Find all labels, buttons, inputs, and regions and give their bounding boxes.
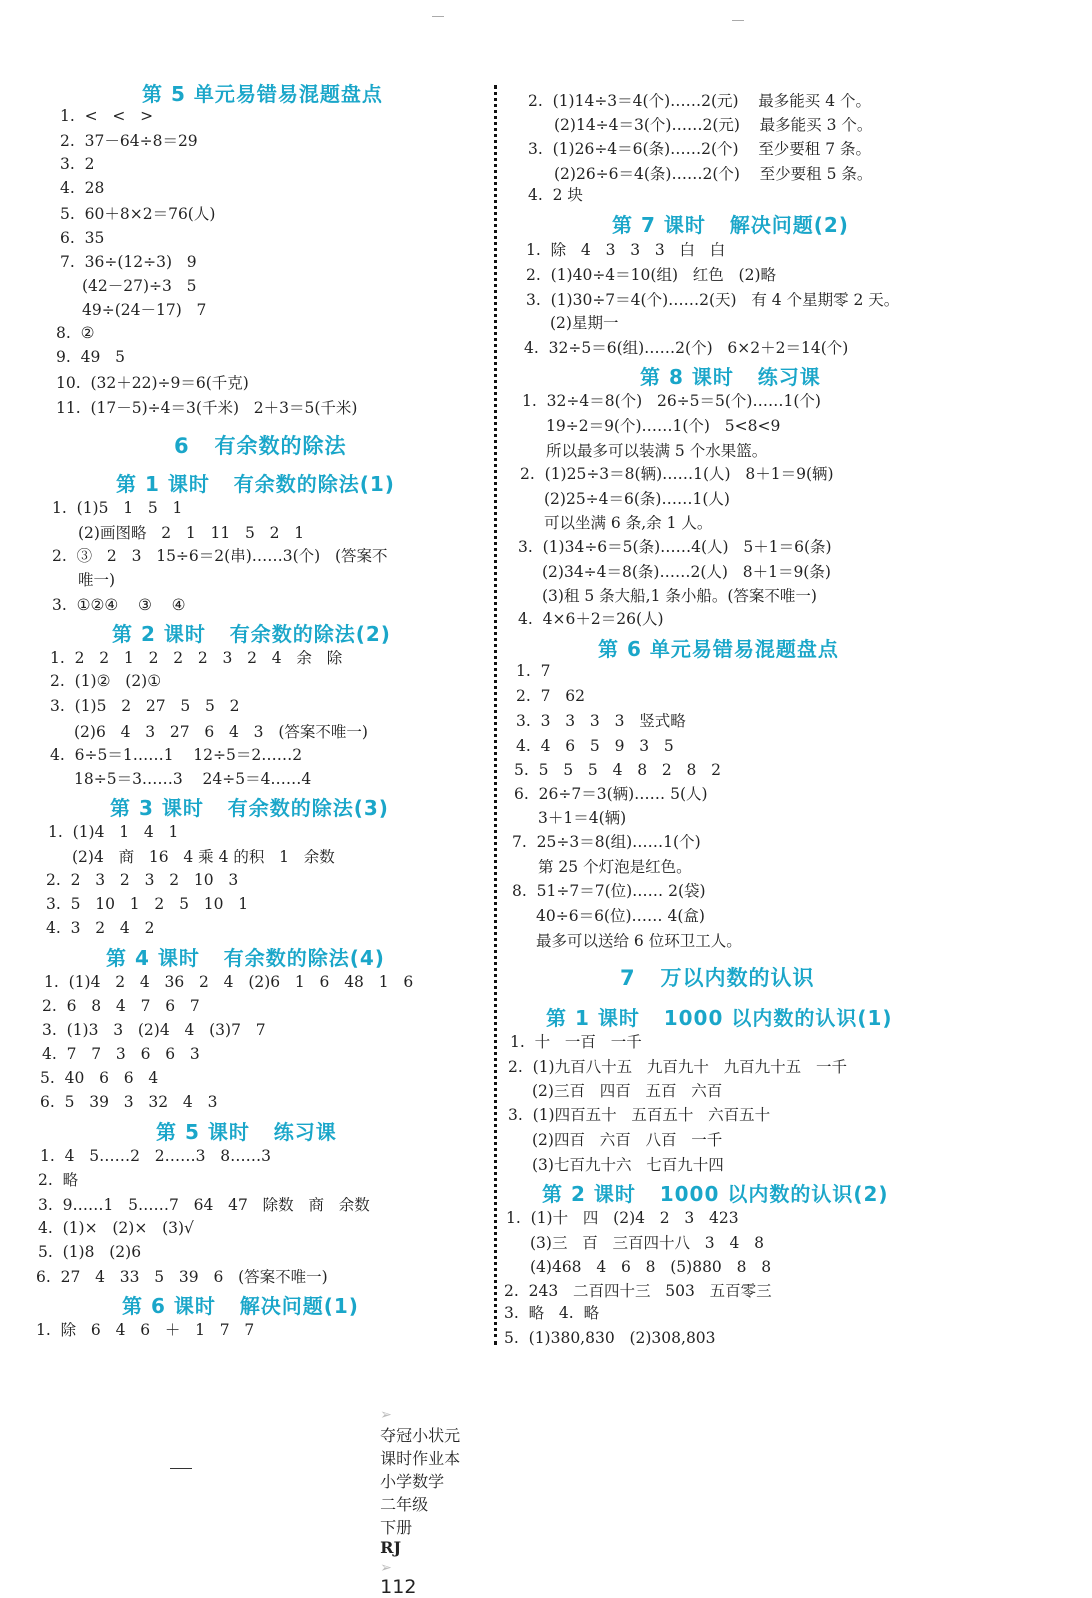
answer-line: 19÷2＝9(个)……1(个) 5<8<9: [546, 417, 781, 435]
answer-line: 3. (1)34÷6＝5(条)……4(人) 5＋1＝6(条): [518, 538, 832, 556]
answer-line: 3. 5 10 1 2 5 10 1: [46, 895, 249, 913]
answer-line: 3＋1＝4(辆): [538, 809, 627, 827]
answer-line: 3. 略 4. 略: [504, 1304, 600, 1322]
column-divider: [494, 85, 497, 1345]
answer-line: 1. 除 4 3 3 3 白 白: [526, 241, 726, 259]
answer-line: 6. 5 39 3 32 4 3: [40, 1093, 218, 1111]
answer-line: 1. 十 一百 一千: [510, 1033, 642, 1051]
answer-line: 3. (1)5 2 27 5 5 2: [50, 697, 240, 715]
answer-line: (2)34÷4＝8(条)……2(人) 8＋1＝9(条): [542, 563, 831, 581]
answer-line: 2. 7 62: [516, 687, 586, 705]
section-heading: 第 7 课时 解决问题(2): [612, 213, 849, 237]
answer-line: 2. 2 3 2 3 2 10 3: [46, 871, 239, 889]
answer-line: 4. 7 7 3 6 6 3: [42, 1045, 200, 1063]
answer-line: 唯一): [78, 571, 116, 589]
answer-line: 5. 40 6 6 4: [40, 1069, 159, 1087]
answer-line: 1. (1)4 2 4 36 2 4 (2)6 1 6 48 1 6: [44, 973, 414, 991]
answer-line: 3. ①②④ ③ ④: [52, 596, 186, 614]
section-heading: 第 5 课时 练习课: [156, 1120, 337, 1144]
answer-line: 4. (1)× (2)× (3)√: [38, 1219, 194, 1237]
section-heading: 第 6 单元易错易混题盘点: [598, 637, 839, 661]
answer-line: 5. 5 5 5 4 8 2 8 2: [514, 761, 722, 779]
answer-line: 2. (1)14÷3＝4(个)……2(元) 最多能买 4 个。: [528, 92, 872, 110]
answer-line: 9. 49 5: [56, 348, 126, 366]
answer-line: 1. 7: [516, 662, 551, 680]
section-heading: 第 2 课时 有余数的除法(2): [112, 622, 391, 646]
answer-line: 1. 2 2 1 2 2 2 3 2 4 余 除: [50, 649, 343, 667]
answer-line: 1. (1)4 1 4 1: [48, 823, 179, 841]
answer-line: 最多可以送给 6 位环卫工人。: [536, 932, 742, 950]
section-heading: 第 2 课时 1000 以内数的认识(2): [542, 1182, 889, 1206]
answer-line: 3. 9……1 5……7 64 47 除数 商 余数: [38, 1196, 370, 1214]
footer-arrow-icon: ➢: [380, 1407, 392, 1423]
answer-line: (2)三百 四百 五百 六百: [532, 1082, 723, 1100]
answer-line: 3. (1)30÷7＝4(个)……2(天) 有 4 个星期零 2 天。: [526, 291, 900, 309]
answer-line: 2. 37－64÷8＝29: [60, 132, 198, 150]
answer-line: (42－27)÷3 5: [82, 277, 197, 295]
top-mark: [432, 16, 444, 17]
top-mark: [732, 20, 744, 21]
answer-line: 2. 243 二百四十三 503 五百零三: [504, 1282, 772, 1300]
answer-line: 4. 2 块: [528, 186, 583, 204]
answer-line: 3. (1)3 3 (2)4 4 (3)7 7: [42, 1021, 266, 1039]
section-heading: 第 8 课时 练习课: [640, 365, 821, 389]
answer-line: 2. (1)② (2)①: [50, 672, 162, 690]
answer-line: 3. 2: [60, 155, 95, 173]
footer-arrow-icon: ➢: [380, 1560, 392, 1576]
answer-line: 2. (1)25÷3＝8(辆)……1(人) 8＋1＝9(辆): [520, 465, 834, 483]
answer-line: 所以最多可以装满 5 个水果篮。: [546, 442, 768, 460]
answer-line: 5. (1)8 (2)6: [38, 1243, 142, 1261]
answer-line: 49÷(24－17) 7: [82, 301, 207, 319]
answer-line: 11. (17－5)÷4＝3(千米) 2＋3＝5(千米): [56, 399, 358, 417]
answer-line: 1. (1)5 1 5 1: [52, 499, 183, 517]
answer-line: 1. 除 6 4 6 ＋ 1 7 7: [36, 1321, 255, 1339]
footer-volume: 下册: [380, 1518, 413, 1537]
answer-line: 8. ②: [56, 324, 95, 342]
answer-line: 5. (1)380,830 (2)308,803: [504, 1329, 716, 1347]
section-heading: 第 1 课时 有余数的除法(1): [116, 472, 395, 496]
answer-line: 3. (1)四百五十 五百五十 六百五十: [508, 1106, 771, 1124]
section-heading: 第 5 单元易错易混题盘点: [142, 82, 383, 106]
footer-edition: RJ: [380, 1538, 402, 1557]
answer-line: 4. 3 2 4 2: [46, 919, 155, 937]
answer-line: 6. 35: [60, 229, 105, 247]
answer-line: (2)画图略 2 1 11 5 2 1: [78, 524, 305, 542]
answer-line: 5. 60＋8×2＝76(人): [60, 205, 216, 223]
answer-line: 第 25 个灯泡是红色。: [538, 858, 692, 876]
answer-line: 3. 3 3 3 3 竖式略: [516, 712, 686, 730]
answer-line: 1. (1)十 四 (2)4 2 3 423: [506, 1209, 739, 1227]
answer-line: 2. 略: [38, 1171, 79, 1189]
section-heading: 7 万以内数的认识: [620, 966, 815, 990]
answer-line: 2. ③ 2 3 15÷6＝2(串)……3(个) (答案不: [52, 547, 388, 565]
footer-series: 课时作业本: [380, 1449, 461, 1468]
answer-line: (3)租 5 条大船,1 条小船。(答案不唯一): [542, 587, 817, 605]
answer-line: (2)14÷4＝3(个)……2(元) 最多能买 3 个。: [554, 116, 873, 134]
footer-grade: 二年级: [380, 1495, 429, 1514]
answer-line: (2)四百 六百 八百 一千: [532, 1131, 723, 1149]
page-number: 112: [380, 1576, 417, 1598]
section-heading: 第 1 课时 1000 以内数的认识(1): [546, 1006, 893, 1030]
answer-line: 4. 4 6 5 9 3 5: [516, 737, 674, 755]
answer-line: 4. 6÷5＝1……1 12÷5＝2……2: [50, 746, 303, 764]
answer-line: 18÷5＝3……3 24÷5＝4……4: [74, 770, 312, 788]
answer-line: 1. 4 5……2 2……3 8……3: [40, 1147, 272, 1165]
answer-line: (2)6 4 3 27 6 4 3 (答案不唯一): [74, 723, 368, 741]
answer-line: 40÷6＝6(位)…… 4(盒): [536, 907, 705, 925]
section-heading: 第 3 课时 有余数的除法(3): [110, 796, 389, 820]
page-footer: [370, 1385, 930, 1598]
answer-line: 3. (1)26÷4＝6(条)……2(个) 至少要租 7 条。: [528, 140, 872, 158]
section-heading: 第 4 课时 有余数的除法(4): [106, 946, 385, 970]
answer-line: 4. 4×6＋2＝26(人): [518, 610, 664, 628]
answer-line: (2)25÷4＝6(条)……1(人): [544, 490, 730, 508]
answer-line: 7. 25÷3＝8(组)……1(个): [512, 833, 701, 851]
answer-line: (3)七百九十六 七百九十四: [532, 1156, 724, 1174]
answer-line: (2)4 商 16 4 乘 4 的积 1 余数: [72, 848, 335, 866]
section-heading: 第 6 课时 解决问题(1): [122, 1294, 359, 1318]
footer-brand: 夺冠小状元: [380, 1426, 461, 1445]
answer-line: 2. 6 8 4 7 6 7: [42, 997, 200, 1015]
bottom-mark: [170, 1468, 192, 1469]
answer-line: 1. < < >: [60, 107, 154, 125]
answer-line: 2. (1)九百八十五 九百九十 九百九十五 一千: [508, 1058, 847, 1076]
answer-line: 4. 28: [60, 179, 105, 197]
answer-line: 6. 26÷7＝3(辆)…… 5(人): [514, 785, 708, 803]
answer-line: 7. 36÷(12÷3) 9: [60, 253, 197, 271]
footer-subject: 小学数学: [380, 1472, 445, 1491]
answer-line: 10. (32＋22)÷9＝6(千克): [56, 374, 249, 392]
answer-line: (4)468 4 6 8 (5)880 8 8: [530, 1258, 772, 1276]
answer-line: 8. 51÷7＝7(位)…… 2(袋): [512, 882, 706, 900]
answer-line: 4. 32÷5＝6(组)……2(个) 6×2＋2＝14(个): [524, 339, 849, 357]
section-heading: 6 有余数的除法: [174, 434, 347, 458]
answer-line: 6. 27 4 33 5 39 6 (答案不唯一): [36, 1268, 328, 1286]
answer-line: (3)三 百 三百四十八 3 4 8: [530, 1234, 764, 1252]
answer-line: 1. 32÷4＝8(个) 26÷5＝5(个)……1(个): [522, 392, 821, 410]
answer-line: (2)26÷6＝4(条)……2(个) 至少要租 5 条。: [554, 165, 873, 183]
answer-line: 可以坐满 6 条,余 1 人。: [544, 514, 713, 532]
answer-line: 2. (1)40÷4＝10(组) 红色 (2)略: [526, 266, 777, 284]
answer-line: (2)星期一: [550, 314, 619, 332]
